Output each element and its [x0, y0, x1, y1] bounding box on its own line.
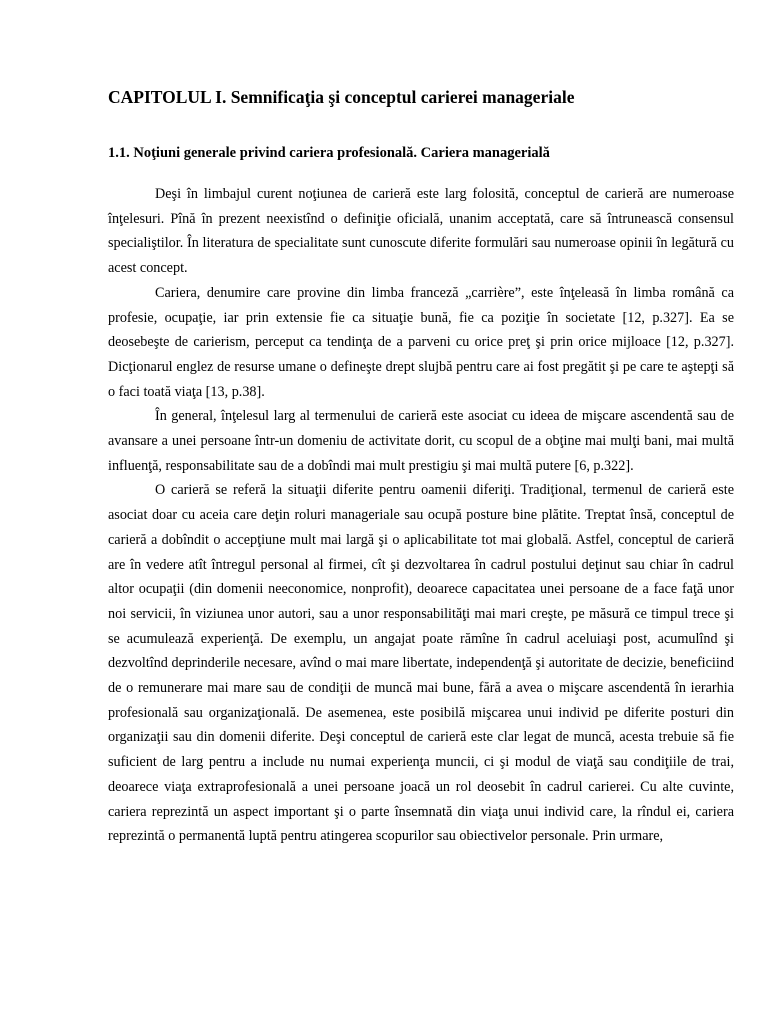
paragraph-3: În general, înţelesul larg al termenului de carieră este asociat cu ideea de mişcare ascendentă sau de avansare a unei persoane într-un domeniu de activitate dorit, cu scopul de a obţine mai mulţi bani, mai multă influenţă, responsabilitate sau de a dobîndi mai mult prestigiu şi mai multă putere [6, p.322]. — [108, 408, 734, 474]
section-title: 1.1. Noţiuni generale privind cariera profesională. Cariera managerială — [108, 145, 550, 161]
chapter-title: CAPITOLUL I. Semnificaţia şi conceptul carierei manageriale — [108, 87, 575, 107]
document-body — [108, 182, 734, 849]
paragraph-2: Cariera, denumire care provine din limba franceză „carrière”, este înţeleasă în limba română ca profesie, ocupaţie, iar prin extensie fie ca situaţie bună, fie ca poziţie în societate [12, p.327]. Ea se deosebeşte de carierism, perceput ca tendinţa de a parveni cu orice preţ şi prin orice mijloace [12, p.327]. Dicţionarul englez de resurse umane o defineşte drept slujbă pentru care ai fost pregătit şi pe care te aştepţi să o faci toată viaţa [13, p.38]. — [108, 284, 734, 400]
document-page — [108, 84, 734, 849]
paragraph-4: O carieră se referă la situaţii diferite pentru oamenii diferiţi. Tradiţional, termenul de carieră este asociat doar cu aceia care deţin roluri manageriale sau ocupă posture bine plătite. Treptat însă, conceptul de carieră a dobîndit o accepţiune mult mai largă şi o aplicabilitate tot mai globală. Astfel, conceptul de carieră are în vedere atît întregul personal al firmei, cît şi dezvoltarea în cadrul postului deţinut sau chiar în cadrul altor ocupaţii (din domenii neeconomice, nonprofit), deoarece capacitatea unei persoane de a face faţă unor noi servicii, în viziunea unor autori, sau a unor responsabilităţi mai mari creşte, pe măsură ce timpul trece şi se acumulează experienţă. De exemplu, un angajat poate rămîne în cadrul aceluiaşi post, acumulînd şi dezvoltînd deprinderile necesare, avînd o mai mare libertate, independenţă şi autoritate de decizie, beneficiind de o remunerare mai mare sau de condiţii de muncă mai bune, fără a avea o mişcare ascendentă în ierarhia profesională sau organizaţională. De asemenea, este posibilă mişcarea unui individ pe diferite posturi din organizaţii sau din domenii diferite. Deşi conceptul de carieră este clar legat de muncă, acesta trebuie să fie suficient de larg pentru a include nu numai experienţa muncii, ci şi modul de viaţă sau condiţiile de trai, deoarece viaţa extraprofesională a unei persoane joacă un rol deosebit în cadrul carierei. Cu alte cuvinte, cariera reprezintă un aspect important şi o parte însemnată din viaţa unui individ care, la rîndul ei, cariera reprezintă o permanentă luptă pentru atingerea scopurilor sau obiectivelor personale. Prin urmare, — [108, 482, 734, 845]
paragraph-1: Deşi în limbajul curent noţiunea de carieră este larg folosită, conceptul de carieră are numeroase înţelesuri. Pînă în prezent neexistînd o definiţie oficială, unanim acceptată, care să întrunească consensul specialiştilor. În literatura de specialitate sunt cunoscute diferite formulări sau numeroase opinii în legătură cu acest concept. — [108, 186, 734, 277]
